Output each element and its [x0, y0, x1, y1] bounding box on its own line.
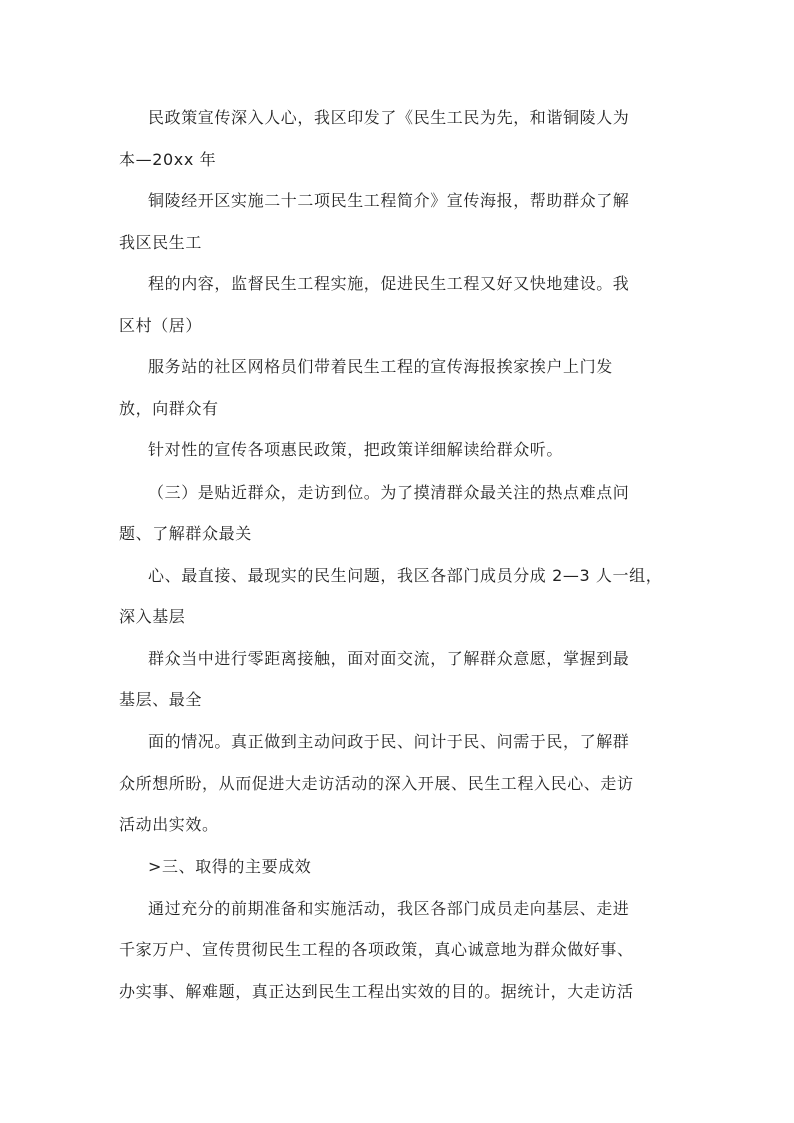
paragraph-line: 活动出实效。	[119, 815, 219, 834]
paragraph-line: 我区民生工	[119, 233, 203, 252]
paragraph-line: 面的情况。真正做到主动问政于民、问计于民、问需于民，了解群	[148, 732, 630, 751]
paragraph-line: （三）是贴近群众，走访到位。为了摸清群众最关注的热点难点问	[148, 483, 630, 502]
paragraph-line: 铜陵经开区实施二十二项民生工程简介》宣传海报，帮助群众了解	[148, 191, 630, 210]
paragraph-line: 通过充分的前期准备和实施活动，我区各部门成员走向基层、走进	[148, 899, 630, 918]
paragraph-line: 针对性的宣传各项惠民政策，把政策详细解读给群众听。	[148, 440, 564, 459]
paragraph-line: 千家万户、宣传贯彻民生工程的各项政策，真心诚意地为群众做好事、	[119, 940, 634, 959]
paragraph-line: 基层、最全	[119, 690, 203, 709]
paragraph-line: 区村（居）	[119, 316, 203, 335]
paragraph-line: 群众当中进行零距离接触，面对面交流，了解群众意愿，掌握到最	[148, 649, 630, 668]
paragraph-line: 心、最直接、最现实的民生问题，我区各部门成员分成 2—3 人一组，	[148, 566, 663, 585]
paragraph-line: 办实事、解难题，真正达到民生工程出实效的目的。据统计，大走访活	[119, 982, 634, 1001]
paragraph-line: 深入基层	[119, 607, 186, 626]
paragraph-line: 题、了解群众最关	[119, 524, 252, 543]
paragraph-line: 众所想所盼，从而促进大走访活动的深入开展、民生工程入民心、走访	[119, 774, 634, 793]
paragraph-line: 程的内容，监督民生工程实施，促进民生工程又好又快地建设。我	[148, 274, 630, 293]
paragraph-line: 服务站的社区网格员们带着民生工程的宣传海报挨家挨户上门发	[148, 357, 613, 376]
paragraph-line: 民政策宣传深入人心，我区印发了《民生工民为先，和谐铜陵人为	[148, 108, 630, 127]
section-heading: >三、取得的主要成效	[148, 857, 312, 876]
paragraph-line: 本—20xx 年	[119, 150, 217, 169]
paragraph-line: 放，向群众有	[119, 399, 219, 418]
